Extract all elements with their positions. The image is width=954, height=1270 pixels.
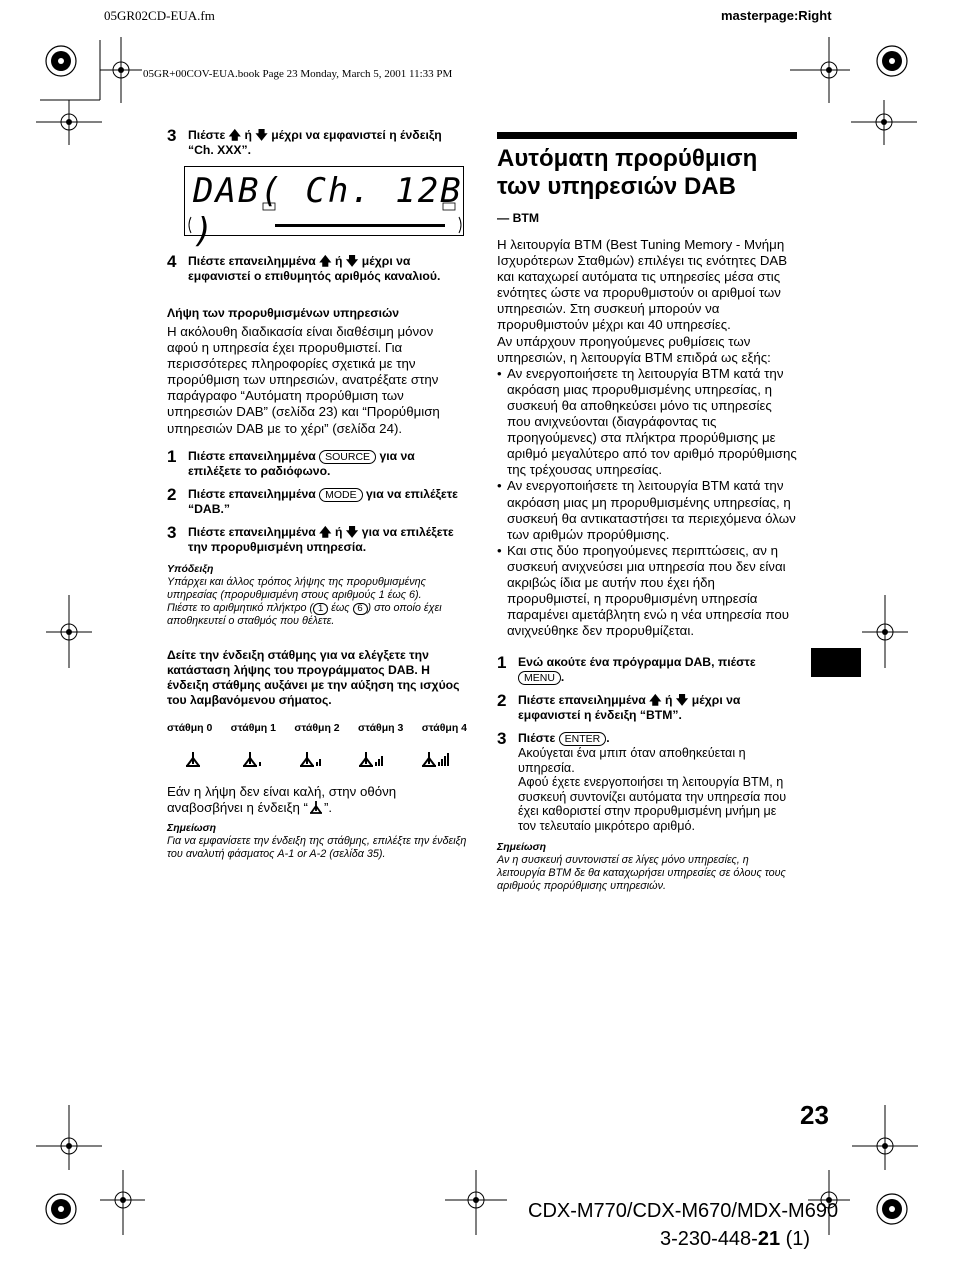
up-arrow-icon: 🡅 xyxy=(649,693,662,708)
bullet-item: • Αν ενεργοποιήσετε τη λειτουργία BTM κατά την ακρόαση μιας προρυθμισμένης υπηρεσίας, η συσκευή θα αποθηκεύσει μόνο τις υπηρεσίες που ανιχνεύονται (διαγράφοντας τις προηγούμενες) στα πλήκτρα προρύθμισης με αριθμό μεγαλύτερο από τον αριθμό προρύθμισης της τρέχουσας υπηρεσίας. xyxy=(497,366,797,479)
level-labels xyxy=(167,722,467,734)
model-numbers: CDX-M770/CDX-M670/MDX-M690 xyxy=(528,1200,839,1222)
antenna-icon xyxy=(308,800,324,814)
header-file-name: 05GR02CD-EUA.fm xyxy=(104,8,215,23)
up-arrow-icon: 🡅 xyxy=(319,524,332,539)
page-number: 23 xyxy=(800,1100,829,1130)
down-arrow-icon: 🡇 xyxy=(255,128,268,142)
note-text: Αν η συσκευή συντονιστεί σε λίγες μόνο υπηρεσίες, η λειτουργία BTM δε θα καταχωρήσει υπηρεσίες σε όλους τους αριθμούς προρύθμισης υπηρεσιών. xyxy=(497,854,786,893)
antenna-level-4-icon xyxy=(419,750,451,770)
document-code: 3-230-448-21 (1) xyxy=(660,1228,811,1250)
section-tab xyxy=(811,648,861,677)
step-detail: Αφού έχετε ενεργοποιήσει τη λειτουργία BTM, η συσκευή συντονίζει αυτόματα την υπηρεσία που έχει καθοριστεί στην προρυθμισμένη μνήμη με τον τελευταίο μικρότερο αριθμό. xyxy=(518,775,787,833)
hint-text-1: Υπάρχει και άλλος τρόπος λήψης της προρυθμισμένης υπηρεσίας (προρυθμισμένη στους αριθμούς 1 έως 6). xyxy=(167,575,426,601)
bullet-item: • Και στις δύο προηγούμενες περιπτώσεις, αν η συσκευή ανιχνεύσει μια υπηρεσία που δεν είναι ακριβώς ίδια με αυτήν που έχει ήδη προρυθμιστεί, η προρυθμισμένη υπηρεσία παραμένει αμετάβλητη ενώ η νέα υπηρεσία που ανιχνεύθηκε δεν προρυθμίζεται. xyxy=(497,543,797,640)
down-arrow-icon: 🡇 xyxy=(345,254,359,268)
section-heading: Αυτόματη προρύθμιση των υπηρεσιών DAB xyxy=(497,145,758,200)
note-text: Για να εμφανίσετε την ένδειξη της στάθμης, επιλέξτε την ένδειξη του αναλυτή φάσματος A-1 or A-2 (σελίδα 35). xyxy=(167,834,467,860)
menu-button: MENU xyxy=(518,671,561,685)
step-2-mode: 2 Πιέστε επανειλημμένα MODE για να επιλέξετε “DAB.” xyxy=(167,484,458,516)
antenna-level-2-icon xyxy=(297,750,323,770)
hint-title: Υπόδειξη xyxy=(167,562,214,575)
step-detail: Ακούγεται ένα μπιπ όταν αποθηκεύεται η υπηρεσία. xyxy=(518,746,746,775)
step-4-channel-number: 4 Πιέστε επανειλημμένα 🡅 ή 🡇 μέχρι να εμφανιστεί ο επιθυμητός αριθμός καναλιού. xyxy=(167,252,441,283)
note-title: Σημείωση xyxy=(167,821,217,834)
down-arrow-icon: 🡇 xyxy=(345,524,359,539)
step-1-source: 1 Πιέστε επανειλημμένα SOURCE για να επιλέξετε το ραδιόφωνο. xyxy=(167,446,415,478)
title-rule xyxy=(497,132,797,139)
btm-step-3: 3 Πιέστε ENTER . Ακούγεται ένα μπιπ όταν αποθηκεύεται η υπηρεσία. Αφού έχετε ενεργοποιήσει τη λειτουργία BTM, η συσκευή συντονίζει αυτόματα την υπηρεσία που έχει καθοριστεί στην προρυθμισμένη μνήμη με τον τελευταίο μικρότερο αριθμό. xyxy=(497,731,797,833)
bullet-item: • Αν ενεργοποιήσετε τη λειτουργία BTM κατά την ακρόαση μιας μη προρυθμισμένης υπηρεσίας, η συσκευή θα αντικαταστήσει τα περιεχόμενα όλων των αριθμών προρύθμισης. xyxy=(497,478,797,542)
antenna-level-1-icon xyxy=(240,750,264,770)
antenna-level-0-icon xyxy=(183,750,207,770)
key-1: 1 xyxy=(313,603,328,615)
hint-text-2: Πιέστε το αριθμητικό πλήκτρο ( 1 έως 6 ) στο οποίο έχει αποθηκευτεί ο σταθμός που θέλετε. xyxy=(167,601,442,627)
level-label: στάθμη 1 xyxy=(230,721,276,734)
btm-paragraph: Η λειτουργία BTM (Best Tuning Memory - Μνήμη Ισχυρότερων Σταθμών) επιλέγει τις ενότητες DAB και καταχωρεί αυτόματα τις υπηρεσίες μέσα στις ενότητες ώστε να προρυθμιστούν οι αριθμοί των υπηρεσιών. Στη συσκευή μπορούν να προρυθμιστούν μέχρι και 40 υπηρεσίες. xyxy=(497,237,788,333)
weak-signal-text: Εάν η λήψη δεν είναι καλή, στην οθόνη αναβοσβήνει η ένδειξη “ ”. xyxy=(167,783,397,815)
lcd-text: DAB( Ch. 12B ) xyxy=(193,171,463,251)
up-arrow-icon: 🡅 xyxy=(228,128,242,142)
right-column xyxy=(497,132,797,893)
btm-step-1: 1 Ενώ ακούτε ένα πρόγραμμα DAB, πιέστε MENU . xyxy=(497,653,756,685)
btm-paragraph-2: Αν υπάρχουν προηγούμενες ρυθμίσεις των υπηρεσιών, η λειτουργία BTM επιδρά ως εξής: xyxy=(497,333,771,365)
header-masterpage: masterpage:Right xyxy=(721,8,832,23)
level-label: στάθμη 2 xyxy=(294,721,340,734)
enter-button: ENTER xyxy=(559,732,607,746)
signal-paragraph: Δείτε την ένδειξη στάθμης για να ελέγξετε την κατάσταση λήψης του προγράμματος DAB. Η ένδειξη στάθμης αυξάνει με την αύξηση της ισχύος του λαμβανόμενου σήματος. xyxy=(167,647,460,707)
signal-level-icons xyxy=(167,750,467,770)
source-button: SOURCE xyxy=(319,450,376,464)
up-arrow-icon: 🡅 xyxy=(319,254,332,268)
left-column xyxy=(167,128,467,861)
section-title: Λήψη των προρυθμισμένων υπηρεσιών xyxy=(167,306,400,320)
note-title: Σημείωση xyxy=(497,841,547,854)
antenna-level-3-icon xyxy=(356,750,386,770)
section-subtitle: — BTM xyxy=(497,211,539,225)
level-label: στάθμη 0 xyxy=(167,721,213,734)
step-3-channel: 3 Πιέστε 🡅 ή 🡇 μέχρι να εμφανιστεί η ένδειξη “Ch. XXX”. xyxy=(167,126,442,157)
lcd-display xyxy=(184,166,464,251)
step-number: 3 xyxy=(167,126,177,145)
intro-paragraph: Η ακόλουθη διαδικασία είναι διαθέσιμη μόνον αφού η υπηρεσία έχει προρυθμιστεί. Για περισσότερες πληροφορίες σχετικά με την προρύθμιση των υπηρεσιών, ανατρέξατε στην παράγραφο “Αυτόματη προρύθμιση των υπηρεσιών DAB” (σελίδα 23) και “Προρύθμιση υπηρεσιών DAB με το χέρι” (σελίδα 24). xyxy=(167,324,440,436)
header-book-line: 05GR+00COV-EUA.book Page 23 Monday, March 5, 2001 11:33 PM xyxy=(143,68,453,80)
step-3-preset: 3 Πιέστε επανειλημμένα 🡅 ή 🡇 για να επιλέξετε την προρυθμισμένη υπηρεσία. xyxy=(167,522,454,554)
mode-button: MODE xyxy=(319,488,363,502)
btm-step-2: 2 Πιέστε επανειλημμένα 🡅 ή 🡇 μέχρι να εμφανιστεί η ένδειξη “BTM”. xyxy=(497,691,741,723)
key-6: 6 xyxy=(353,603,368,615)
down-arrow-icon: 🡇 xyxy=(675,693,689,708)
lcd-indicators xyxy=(185,167,465,237)
level-label: στάθμη 3 xyxy=(358,721,404,734)
level-label: στάθμη 4 xyxy=(421,721,467,734)
